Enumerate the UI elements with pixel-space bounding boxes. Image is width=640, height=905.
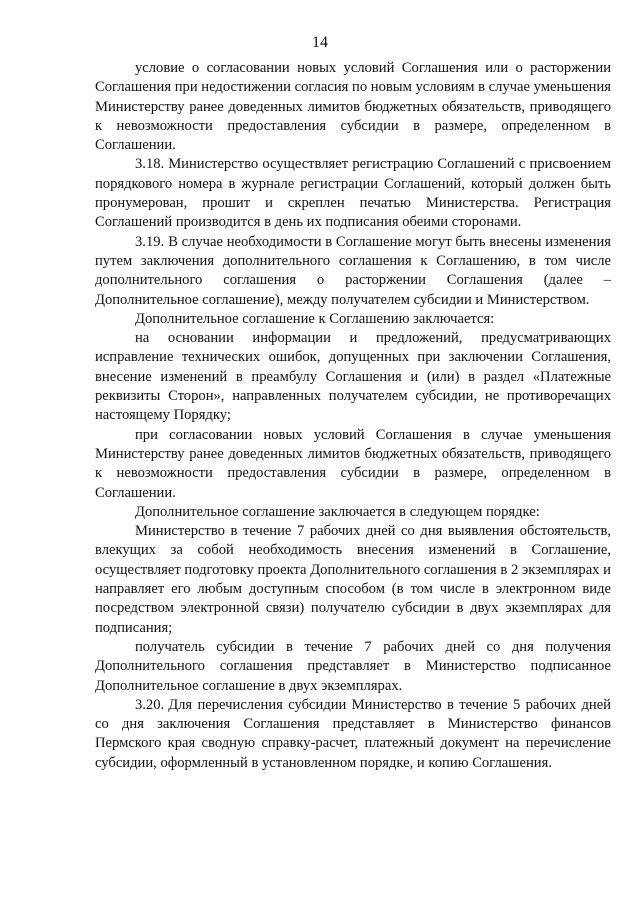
paragraph-basis-new-conditions: [95, 426, 611, 503]
paragraph-text: условие о согласовании новых условий Соглашения или о расторжении Соглашения при недостижении согласия по новым условиям в случае уменьшения Министерству ранее доведенных лимитов бюджетных обязательств, приводящего к невозможности предоставления субсидии в размере, определенном в Соглашении.: [95, 60, 611, 154]
paragraph-text: В случае необходимости в Соглашение могут быть внесены изменения путем заключения дополнительного соглашения к Соглашению, в том числе дополнительного соглашения о расторжении Соглашения (далее – Дополнительное соглашение), между получателем субсидии и Министерством.: [95, 233, 611, 308]
paragraph-continuation: [95, 59, 611, 155]
paragraph-text: Дополнительное соглашение заключается в следующем порядке:: [135, 503, 540, 520]
paragraph-text: получатель субсидии в течение 7 рабочих дней со дня получения Дополнительного соглашения представляет в Министерство подписанное Дополнительное соглашение в двух экземплярах.: [95, 638, 611, 694]
paragraph-additional-agreement-intro: [95, 310, 611, 329]
paragraph-procedure-ministry: [95, 522, 611, 638]
paragraph-text: Для перечисления субсидии Министерство в течение 5 рабочих дней со дня заключения Соглашения представляет в Министерство финансов Пермского края сводную справку-расчет, платежный документ на перечисление субсидии, оформленный в установленном порядке, и копию Соглашения.: [95, 696, 611, 771]
paragraph-3-20: [95, 696, 611, 773]
paragraph-text: Министерство осуществляет регистрацию Соглашений с присвоением порядкового номера в журнале регистрации Соглашений, который должен быть пронумерован, прошит и скреплен печатью Министерства. Регистрация Соглашений производится в день их подписания обеими сторонами.: [95, 156, 611, 231]
paragraph-basis-information: [95, 329, 611, 425]
paragraph-text: Министерство в течение 7 рабочих дней со дня выявления обстоятельств, влекущих за собой необходимость внесения изменений в Соглашение, осуществляет подготовку проекта Дополнительного соглашения в 2 экземплярах и направляет его любым доступным способом (в том числе в электронном виде посредством электронной связи) получателю субсидии в двух экземплярах для подписания;: [95, 523, 611, 636]
paragraph-text: на основании информации и предложений, предусматривающих исправление технических ошибок, допущенных при заключении Соглашения, внесение изменений в преамбулу Соглашения и (или) в раздел «Платежные реквизиты Сторон», направленных получателем субсидии, не противоречащих настоящему Порядку;: [95, 330, 611, 424]
paragraph-3-18: [95, 155, 611, 232]
paragraph-procedure-intro: [95, 503, 611, 522]
paragraph-number: 3.19.: [135, 233, 165, 250]
paragraph-text: при согласовании новых условий Соглашения в случае уменьшения Министерству ранее доведенных лимитов бюджетных обязательств, приводящего к невозможности предоставления субсидии в размере, определенном в Соглашении.: [95, 426, 611, 501]
paragraph-3-19: [95, 233, 611, 310]
paragraph-number: 3.18.: [135, 156, 165, 173]
paragraph-text: Дополнительное соглашение к Соглашению заключается:: [135, 310, 495, 327]
paragraph-number: 3.20.: [135, 696, 165, 713]
page-number: 14: [312, 34, 328, 51]
paragraph-procedure-recipient: [95, 638, 611, 696]
document-body: [95, 59, 611, 773]
